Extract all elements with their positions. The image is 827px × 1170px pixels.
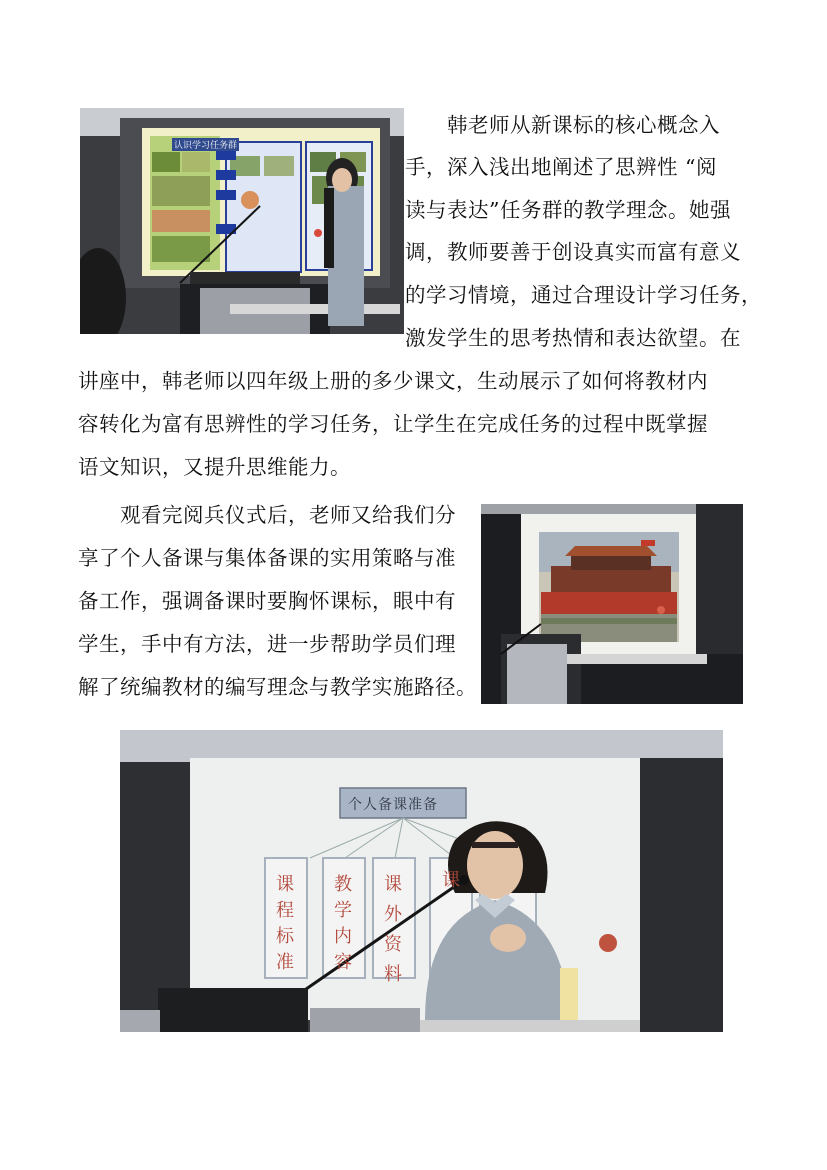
photo-lesson-prep-slide (120, 730, 723, 1032)
paragraph-1-line-7: 讲座中，韩老师以四年级上册的多少课文，生动展示了如何将教材内 (78, 369, 708, 393)
paragraph-2-line-3: 备工作，强调备课时要胸怀课标，眼中有 (78, 589, 456, 613)
paragraph-2-line-2: 享了个人备课与集体备课的实用策略与准 (78, 546, 456, 570)
paragraph-2-line-4: 学生，手中有方法，进一步帮助学员们理 (78, 632, 456, 656)
slide-box-3: 课外资料 (384, 874, 402, 985)
paragraph-1-line-1: 韩老师从新课标的核心概念入 (447, 113, 720, 137)
slide-title: 认识学习任务群 (172, 138, 239, 151)
paragraph-1-line-4: 调，教师要善于创设真实而富有意义 (405, 240, 741, 264)
paragraph-1-line-6: 激发学生的思考热情和表达欲望。在 (405, 326, 741, 350)
photo-screen-tiananmen (481, 504, 743, 704)
photo-lecture-slide (80, 108, 404, 334)
paragraph-1-line-3: 读与表达”任务群的教学理念。她强 (405, 198, 731, 222)
slide-box-4: 课 (442, 870, 460, 891)
paragraph-1-line-9: 语文知识，又提升思维能力。 (78, 455, 351, 479)
slide-title: 个人备课准备 (348, 797, 438, 813)
paragraph-2-line-5: 解了统编教材的编写理念与教学实施路径。 (78, 675, 477, 699)
paragraph-1-line-5: 的学习情境，通过合理设计学习任务， (405, 283, 762, 307)
paragraph-2-line-1: 观看完阅兵仪式后，老师又给我们分 (120, 503, 456, 527)
paragraph-1-line-8: 容转化为富有思辨性的学习任务，让学生在完成任务的过程中既掌握 (78, 412, 708, 436)
slide-box-2: 教学内容 (334, 874, 352, 973)
paragraph-1-line-2: 手，深入浅出地阐述了思辨性 “阅 (405, 155, 717, 179)
slide-box-1: 课程标准 (276, 874, 294, 973)
